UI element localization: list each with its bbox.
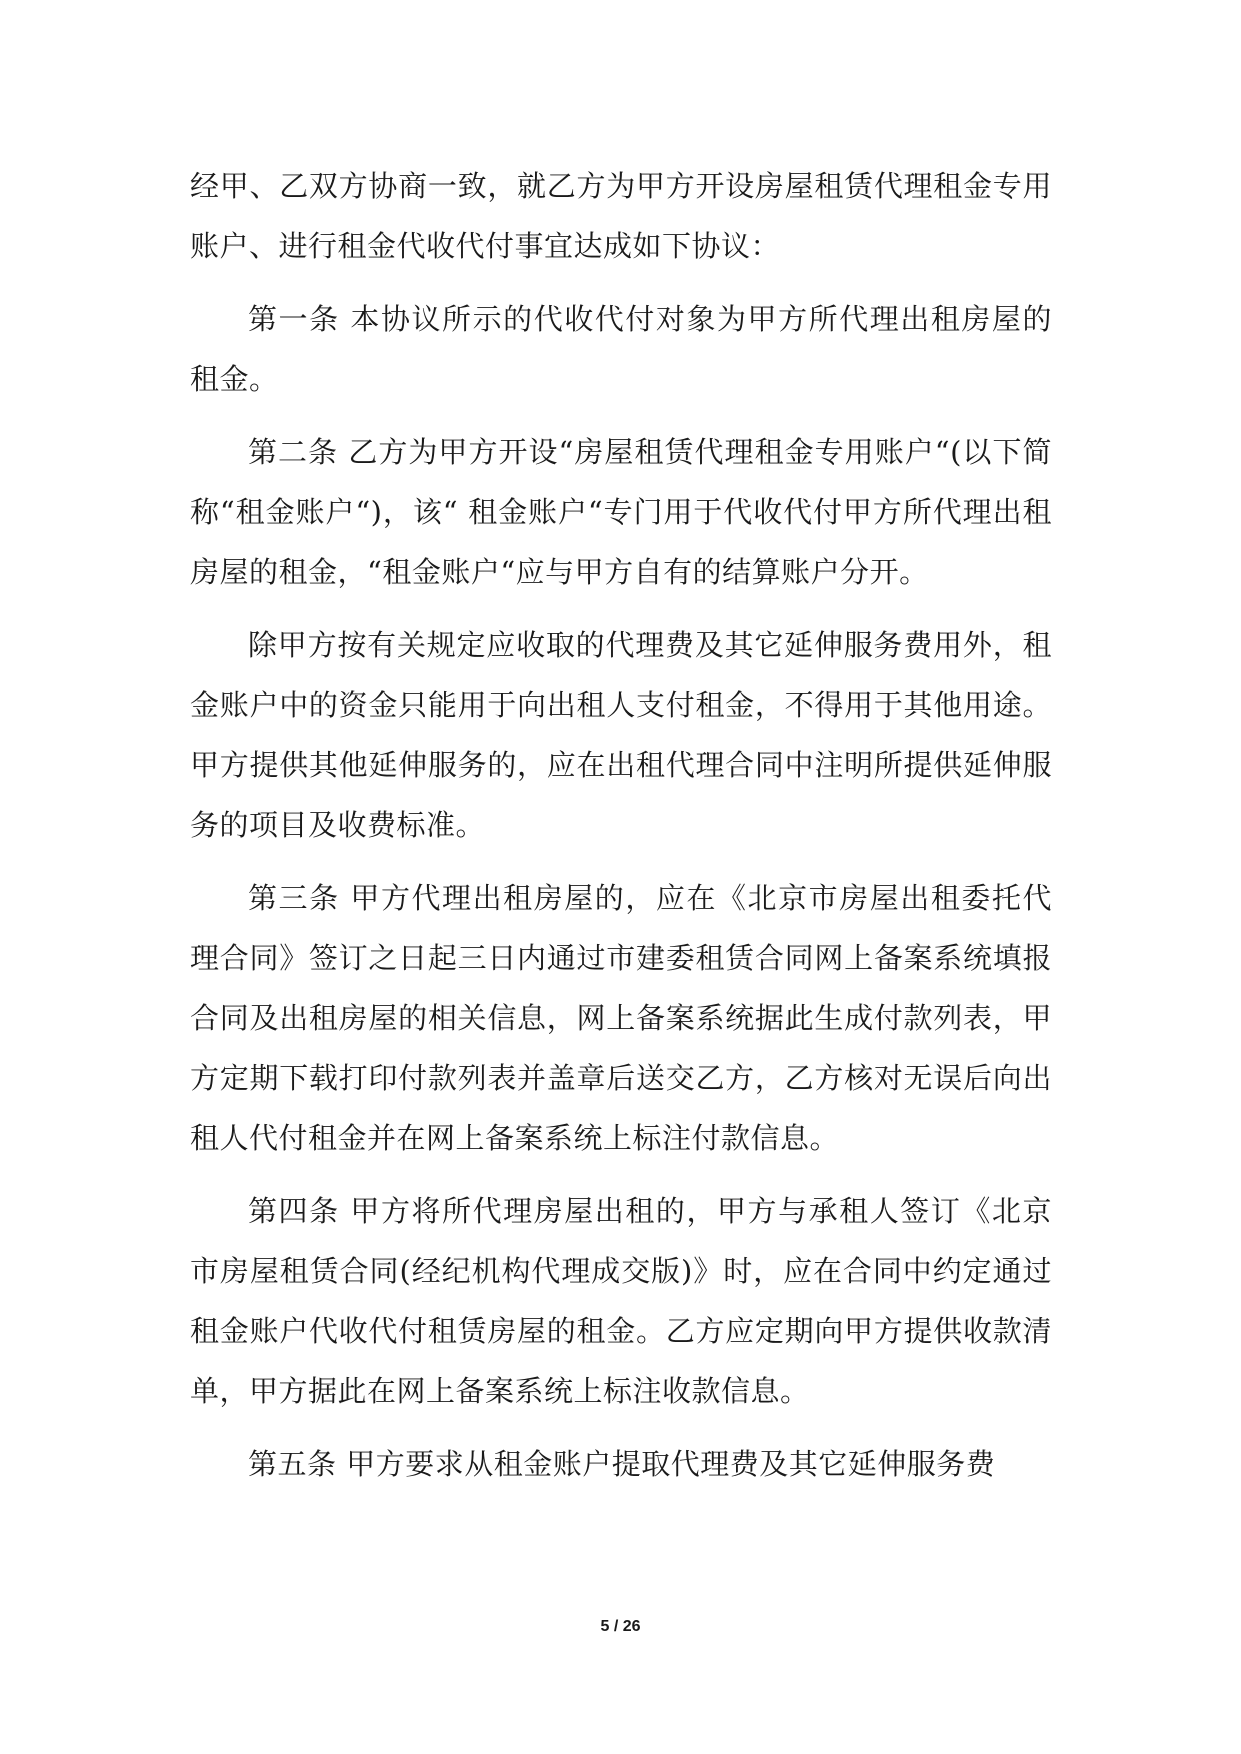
article-4-paragraph: 第四条 甲方将所代理房屋出租的，甲方与承租人签订《北京市房屋租赁合同(经纪机构代理成交版)》时，应在合同中约定通过租金账户代收代付租赁房屋的租金。乙方应定期向甲方提供收款清单，甲方据此在网上备案系统上标注收款信息。	[190, 1194, 1052, 1408]
article-3-paragraph: 第三条 甲方代理出租房屋的，应在《北京市房屋出租委托代理合同》签订之日起三日内通过市建委租赁合同网上备案系统填报合同及出租房屋的相关信息，网上备案系统据此生成付款列表，甲方定期下载打印付款列表并盖章后送交乙方，乙方核对无误后向出租人代付租金并在网上备案系统上标注付款信息。	[190, 881, 1052, 1155]
document-body	[190, 156, 1052, 1507]
article-2-paragraph: 第二条 乙方为甲方开设“房屋租赁代理租金专用账户“(以下简称“租金账户“)，该“ 租金账户“专门用于代收代付甲方所代理出租房屋的租金，“租金账户“应与甲方自有的结算账户分开。	[190, 435, 1052, 589]
intro-paragraph: 经甲、乙双方协商一致，就乙方为甲方开设房屋租赁代理租金专用账户、进行租金代收代付事宜达成如下协议：	[190, 169, 1052, 263]
page-number: 5 / 26	[600, 1618, 641, 1635]
article-2-supplement-paragraph: 除甲方按有关规定应收取的代理费及其它延伸服务费用外，租金账户中的资金只能用于向出租人支付租金，不得用于其他用途。甲方提供其他延伸服务的，应在出租代理合同中注明所提供延伸服务的项目及收费标准。	[190, 628, 1052, 842]
article-1-paragraph: 第一条 本协议所示的代收代付对象为甲方所代理出租房屋的租金。	[190, 302, 1052, 396]
article-5-paragraph: 第五条 甲方要求从租金账户提取代理费及其它延伸服务费	[248, 1447, 996, 1481]
